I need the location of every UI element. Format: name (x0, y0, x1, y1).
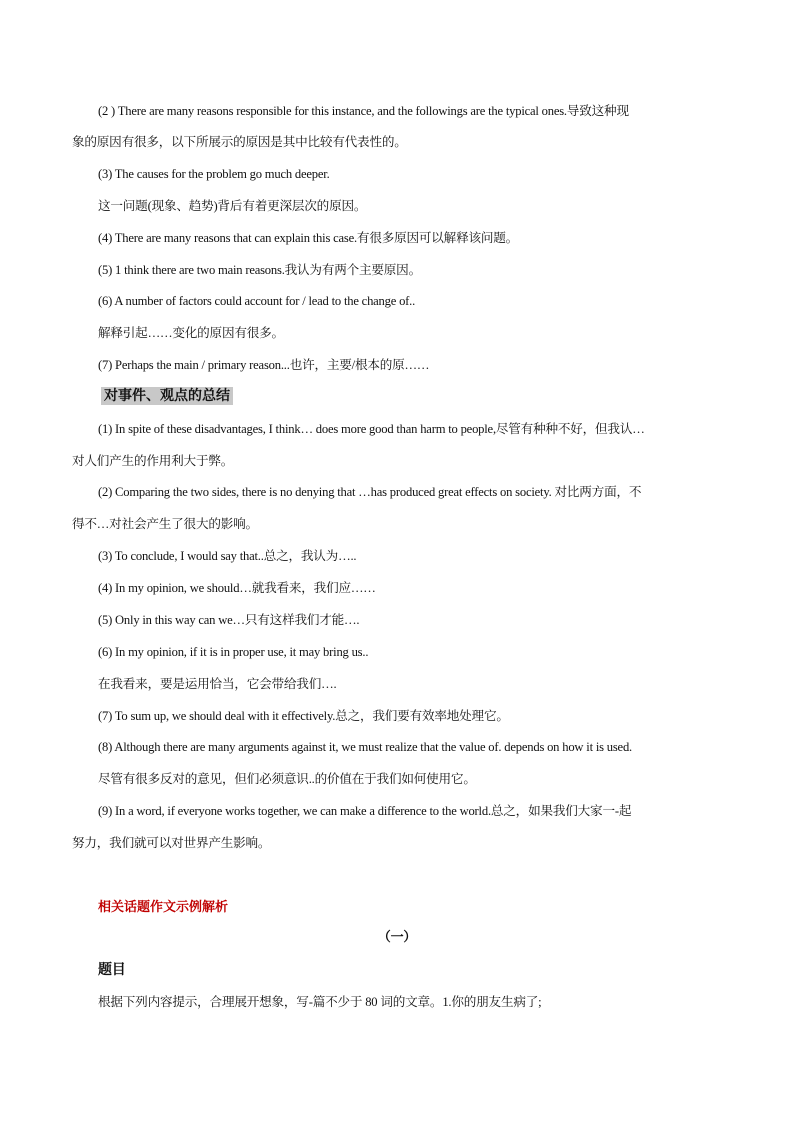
summary-9-line-1: (9) In a word, if everyone works together, we can make a difference to the world.总之，如果我们大家一-起 (98, 804, 632, 818)
subject-prompt: 根据下列内容提示，合理展开想象，写-篇不少于 80 词的文章。1.你的朋友生病了; (98, 995, 542, 1009)
reason-6-line-1: (6) A number of factors could account for / lead to the change of.. (98, 294, 416, 308)
summary-1-line-1: (1) In spite of these disadvantages, I think… does more good than harm to people,尽管有种种不好，但我认… (98, 422, 645, 436)
summary-6-line-2: 在我看来，要是运用恰当，它会带给我们…. (98, 677, 337, 691)
reason-7: (7) Perhaps the main / primary reason...也许，主要/根本的原…… (98, 358, 430, 372)
summary-6-line-1: (6) In my opinion, if it is in proper use, it may bring us.. (98, 645, 369, 659)
summary-5: (5) Only in this way can we…只有这样我们才能…. (98, 613, 360, 627)
example-number: （一） (377, 930, 417, 945)
reason-3-line-1: (3) The causes for the problem go much deeper. (98, 167, 330, 181)
summary-8-line-2: 尽管有很多反对的意见，但们必须意识..的价值在于我们如何使用它。 (98, 772, 476, 786)
summary-9-line-2: 努力，我们就可以对世界产生影响。 (72, 836, 271, 850)
summary-1-line-2: 对人们产生的作用利大于弊。 (72, 454, 234, 468)
summary-2-line-1: (2) Comparing the two sides, there is no denying that …has produced great effects on society. 对比两方面，不 (98, 485, 642, 499)
reason-2-line-2: 象的原因有很多，以下所展示的原因是其中比较有代表性的。 (72, 135, 407, 149)
reason-6-line-2: 解释引起……变化的原因有很多。 (98, 326, 284, 340)
summary-4: (4) In my opinion, we should…就我看来，我们应…… (98, 581, 376, 595)
summary-7: (7) To sum up, we should deal with it effectively.总之，我们要有效率地处理它。 (98, 709, 509, 723)
reason-2-line-1: (2 ) There are many reasons responsible for this instance, and the followings are the typical ones.导致这种现 (98, 104, 629, 118)
summary-3: (3) To conclude, I would say that..总之，我认为….. (98, 549, 357, 563)
reason-4: (4) There are many reasons that can explain this case.有很多原因可以解释该问题。 (98, 231, 519, 245)
summary-2-line-2: 得不…对社会产生了很大的影响。 (72, 517, 258, 531)
reason-3-line-2: 这一问题(现象、趋势)背后有着更深层次的原因。 (98, 199, 367, 213)
reason-5: (5) 1 think there are two main reasons.我认为有两个主要原因。 (98, 263, 421, 277)
summary-8-line-1: (8) Although there are many arguments against it, we must realize that the value of. depends on how it is used. (98, 740, 632, 754)
examples-heading: 相关话题作文示例解析 (98, 900, 229, 915)
summary-heading: 对事件、观点的总结 (101, 387, 233, 405)
subject-label: 题目 (98, 962, 126, 978)
